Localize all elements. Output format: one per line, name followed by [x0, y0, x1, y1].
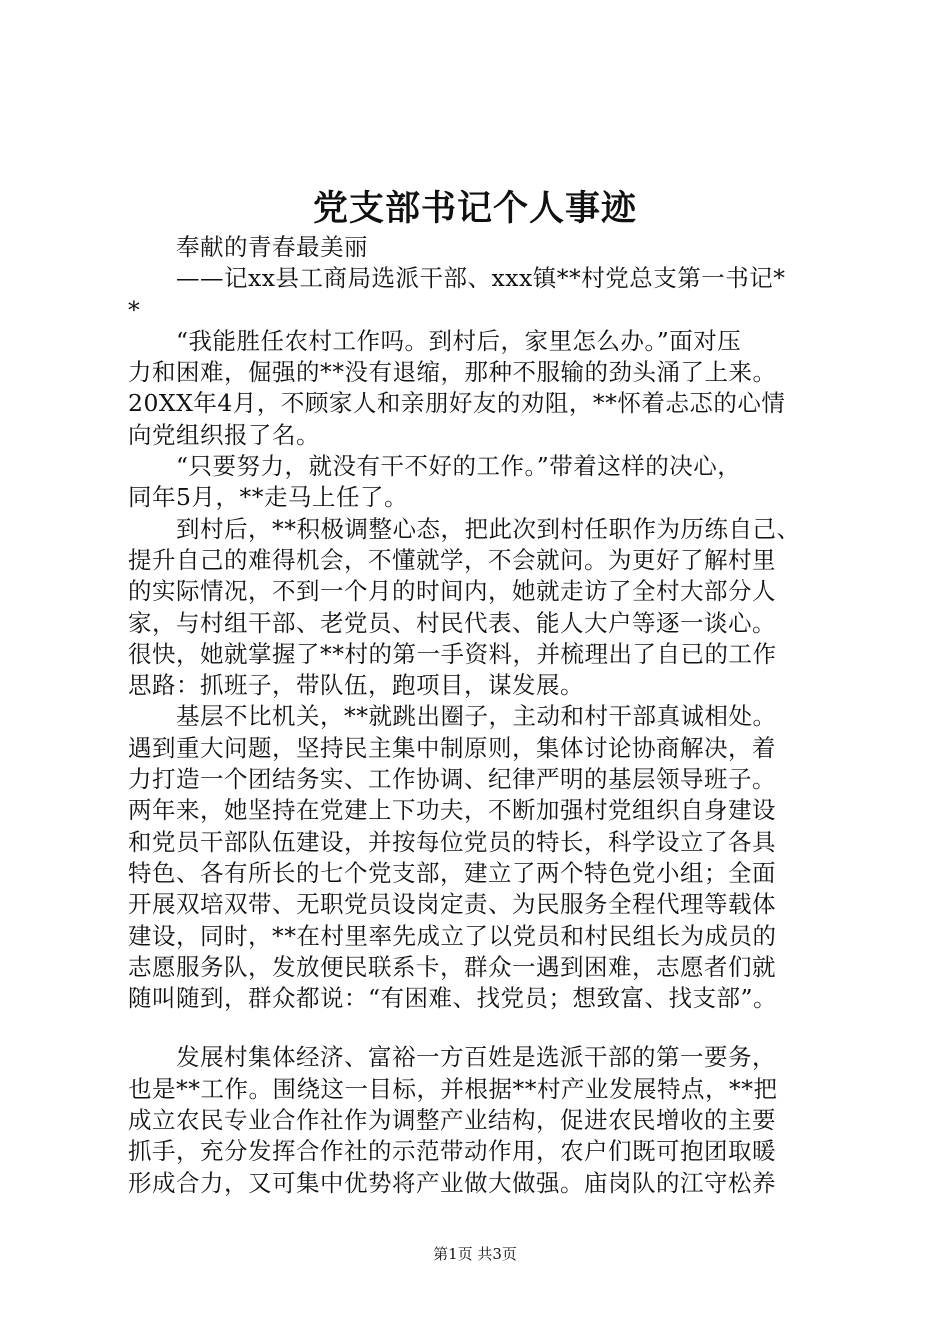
text-line: 思路：抓班子，带队伍，跑项目，谋发展。: [128, 671, 584, 700]
text-line: 建设，同时，**在村里率先成立了以党员和村民组长为成员的: [128, 921, 777, 950]
text-line: 力打造一个团结务实、工作协调、纪律严明的基层领导班子。: [128, 765, 776, 794]
paragraph-gap: [128, 1014, 840, 1042]
text-line: 抓手，充分发挥合作社的示范带动作用，农户们既可抱团取暖: [128, 1137, 776, 1166]
text-line: 也是**工作。围绕这一目标，并根据**村产业发展特点，**把: [128, 1074, 778, 1103]
document-body: [128, 232, 840, 1199]
text-line: 基层不比机关，**就跳出圈子，主动和村干部真诚相处。: [128, 702, 777, 731]
text-line: “只要努力，就没有干不好的工作。”带着这样的决心，: [128, 452, 742, 481]
text-line: 成立农民专业合作社作为调整产业结构，促进农民增收的主要: [128, 1106, 776, 1135]
text-line: 志愿服务队，发放便民联系卡，群众一遇到困难，志愿者们就: [128, 952, 776, 981]
text-line: 力和困难，倔强的**没有退缩，那种不服输的劲头涌了上来。: [128, 358, 777, 387]
text-line: 提升自己的难得机会，不懂就学，不会就问。为更好了解村里: [128, 545, 776, 574]
text-line: 家，与村组干部、老党员、村民代表、能人大户等逐一谈心。: [128, 608, 776, 637]
text-line: 的实际情况，不到一个月的时间内，她就走访了全村大部分人: [128, 577, 776, 606]
text-line: 到村后，**积极调整心态，把此次到村任职作为历练自己、: [128, 514, 801, 543]
text-line: 很快，她就掌握了**村的第一手资料，并梳理出了自已的工作: [128, 639, 777, 668]
page-number-footer: 第1页 共3页: [433, 1245, 517, 1263]
text-line: 遇到重大问题，坚持民主集中制原则，集体讨论协商解决，着: [128, 733, 776, 762]
text-line: 和党员干部队伍建设，并按每位党员的特长，科学设立了各具: [128, 827, 776, 856]
text-line: 发展村集体经济、富裕一方百姓是选派干部的第一要务，: [128, 1043, 776, 1072]
text-line: 同年5月，**走马上任了。: [128, 483, 408, 512]
text-line: 两年来，她坚持在党建上下功夫，不断加强村党组织自身建设: [128, 796, 776, 825]
text-line: 开展双培双带、无职党员设岗定责、为民服务全程代理等载体: [128, 890, 776, 919]
text-line: 随叫随到，群众都说：“有困难、找党员；想致富、找支部”。: [128, 984, 778, 1013]
text-line: 特色、各有所长的七个党支部，建立了两个特色党小组；全面: [128, 858, 776, 887]
document-title: 党支部书记个人事迹: [312, 188, 637, 229]
text-line: “我能胜任农村工作吗。到村后，家里怎么办。”面对压: [128, 326, 742, 355]
text-line: 向党组织报了名。: [128, 420, 320, 449]
text-line: 奉献的青春最美丽: [128, 233, 368, 261]
text-line: *: [128, 295, 141, 324]
text-line: 形成合力，又可集中优势将产业做大做强。庙岗队的江守松养: [128, 1168, 776, 1197]
text-line: 20XX年4月，不顾家人和亲朋好友的劝阻，**怀着忐忑的心情: [128, 389, 786, 418]
text-line: ——记xx县工商局选派干部、xxx镇**村党总支第一书记*: [128, 264, 786, 293]
